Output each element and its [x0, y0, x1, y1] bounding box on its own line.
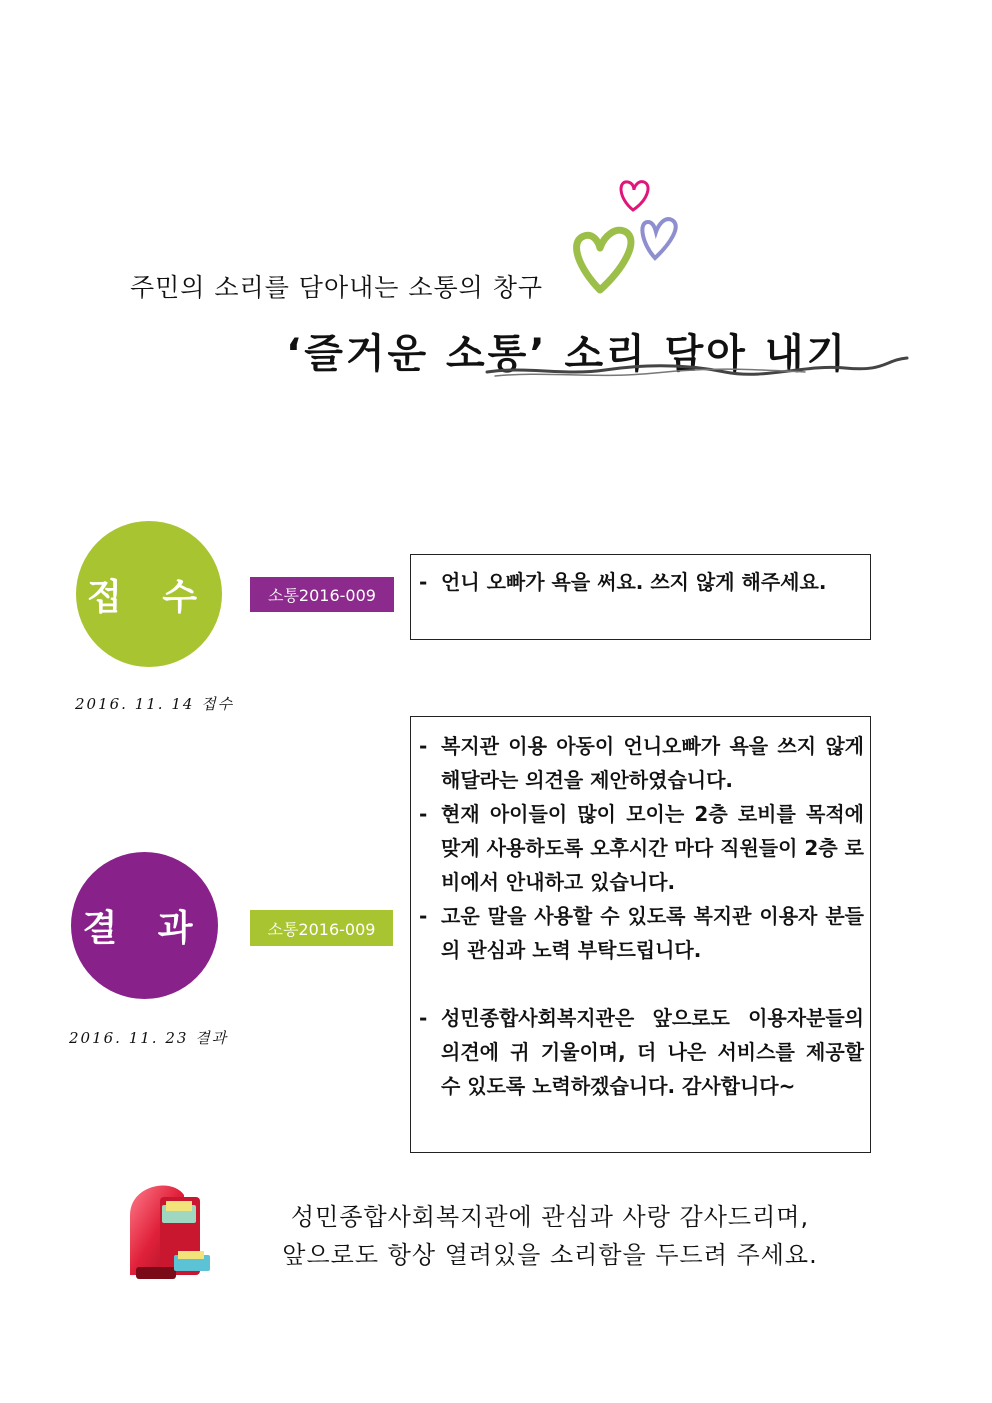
- list-dash: -: [419, 802, 428, 826]
- list-item: [419, 1001, 864, 1103]
- list-item: [419, 899, 864, 967]
- receipt-circle: [76, 521, 222, 667]
- footer-message: [250, 1198, 850, 1274]
- list-item-text: 언니 오빠가 욕을 써요. 쓰지 않게 해주세요.: [441, 570, 827, 594]
- list-dash: -: [419, 1006, 428, 1030]
- page-subtitle: 주민의 소리를 담아내는 소통의 창구: [130, 273, 544, 302]
- receipt-tag: 소통2016-009: [250, 577, 394, 612]
- footer-line-1: 성민종합사회복지관에 관심과 사랑 감사드리며,: [290, 1203, 810, 1231]
- list-item-text: 복지관 이용 아동이 언니오빠가 욕을 쓰지 않게 해달라는 의견을 제안하였습니다.: [441, 734, 864, 792]
- list-item: [419, 797, 864, 899]
- result-date: 2016. 11. 23 결과: [69, 1029, 229, 1047]
- squiggle-underline-icon: [485, 352, 910, 382]
- receipt-box: [410, 554, 871, 640]
- spacer: [419, 967, 864, 1001]
- list-dash: -: [419, 904, 428, 928]
- list-dash: -: [419, 734, 428, 758]
- receipt-circle-label: 접 수: [86, 576, 212, 618]
- receipt-date: 2016. 11. 14 접수: [75, 695, 235, 713]
- list-dash: -: [419, 570, 428, 594]
- hearts-decoration-icon: [560, 170, 690, 300]
- list-item: [419, 565, 864, 599]
- list-item: [419, 729, 864, 797]
- result-circle-label: 결 과: [82, 908, 207, 949]
- list-item-text: 고운 말을 사용할 수 있도록 복지관 이용자 분들의 관심과 노력 부탁드립니다.: [441, 904, 864, 962]
- result-box: [410, 716, 871, 1153]
- result-circle: [71, 852, 218, 999]
- mailbox-icon: [122, 1175, 217, 1285]
- footer-line-2: 앞으로도 항상 열려있을 소리함을 두드려 주세요.: [282, 1241, 818, 1269]
- page-title: ‘즐거운 소통’ 소리 담아 내기: [286, 331, 849, 377]
- list-item-text: 성민종합사회복지관은 앞으로도 이용자분들의 의견에 귀 기울이며, 더 나은 서비스를 제공할 수 있도록 노력하겠습니다. 감사합니다~: [441, 1006, 864, 1098]
- result-tag: 소통2016-009: [250, 910, 393, 946]
- list-item-text: 현재 아이들이 많이 모이는 2층 로비를 목적에 맞게 사용하도록 오후시간 마다 직원들이 2층 로비에서 안내하고 있습니다.: [441, 802, 864, 894]
